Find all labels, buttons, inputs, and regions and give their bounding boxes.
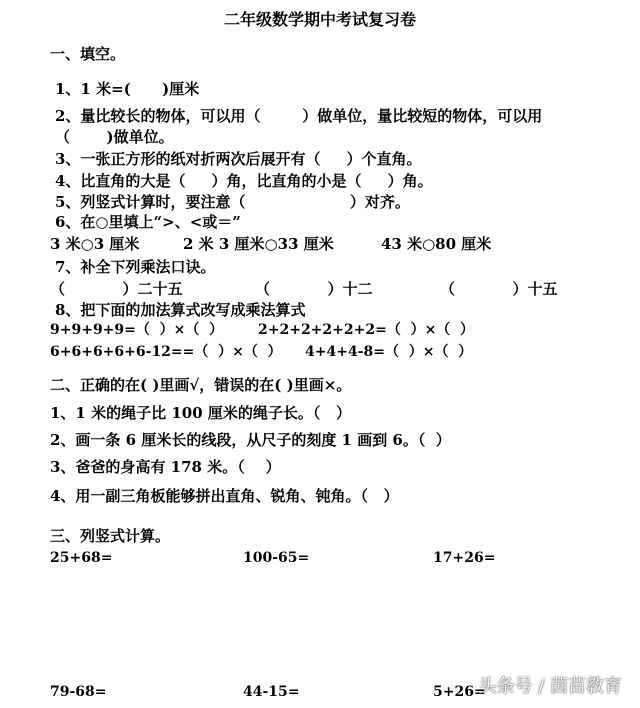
question-2-line1: 2、量比较长的物体，可以用（ ）做单位，量比较短的物体，可以用 xyxy=(55,107,543,125)
question-1: 1、1 米=( )厘米 xyxy=(55,80,200,98)
true-false-item-1: 1、1 米的绳子比 100 厘米的绳子长。（ ） xyxy=(50,404,352,422)
q7-item-3: （ ）十五 xyxy=(440,280,558,298)
calc-item-6: 5+26= xyxy=(433,684,486,700)
question-5: 5、列竖式计算时，要注意（ ）对齐。 xyxy=(55,193,410,211)
q7-item-1: （ ）二十五 xyxy=(50,280,183,298)
question-8: 8、把下面的加法算式改写成乘法算式 xyxy=(55,301,306,319)
question-4: 4、比直角的大是（ ）角，比直角的小是（ ）角。 xyxy=(55,172,433,190)
question-2-line2: （ )做单位。 xyxy=(55,128,174,146)
calc-item-3: 17+26= xyxy=(433,550,496,566)
watermark: 头条号 / 茵苗教育 xyxy=(478,676,622,697)
q8-item-3: 6+6+6+6+6-12==（ ）×（ ） xyxy=(50,344,282,360)
calc-item-2: 100-65= xyxy=(243,550,310,566)
q8-item-1: 9+9+9+9=（ ）×（ ） xyxy=(50,322,224,338)
q6-item-2: 2 米 3 厘米○33 厘米 xyxy=(183,235,334,253)
q8-item-2: 2+2+2+2+2+2=（ ）×（ ） xyxy=(258,322,475,338)
q6-item-3: 43 米○80 厘米 xyxy=(381,235,492,253)
true-false-item-4: 4、用一副三角板能够拼出直角、锐角、钝角。（ ） xyxy=(50,487,399,505)
calc-item-5: 44-15= xyxy=(243,684,300,700)
question-3: 3、一张正方形的纸对折两次后展开有（ ）个直角。 xyxy=(55,150,422,168)
true-false-item-3: 3、爸爸的身高有 178 米。（ ） xyxy=(50,458,281,476)
q8-item-4: 4+4+4-8=（ ）×（ ） xyxy=(305,344,473,360)
question-7: 7、补全下列乘法口诀。 xyxy=(55,258,216,276)
calc-item-1: 25+68= xyxy=(50,550,113,566)
section1-heading: 一、填空。 xyxy=(50,45,126,63)
section2-heading: 二、正确的在( )里画√，错误的在( )里画×。 xyxy=(50,376,352,394)
section3-heading: 三、列竖式计算。 xyxy=(50,527,171,545)
true-false-item-2: 2、画一条 6 厘米长的线段，从尺子的刻度 1 画到 6。（ ） xyxy=(50,431,451,449)
q6-item-1: 3 米○3 厘米 xyxy=(50,235,140,253)
calc-item-4: 79-68= xyxy=(50,684,107,700)
question-6: 6、在○里填上“>、<或＝” xyxy=(55,213,241,231)
page-title: 二年级数学期中考试复习卷 xyxy=(223,10,416,29)
q7-item-2: （ ）十二 xyxy=(255,280,373,298)
